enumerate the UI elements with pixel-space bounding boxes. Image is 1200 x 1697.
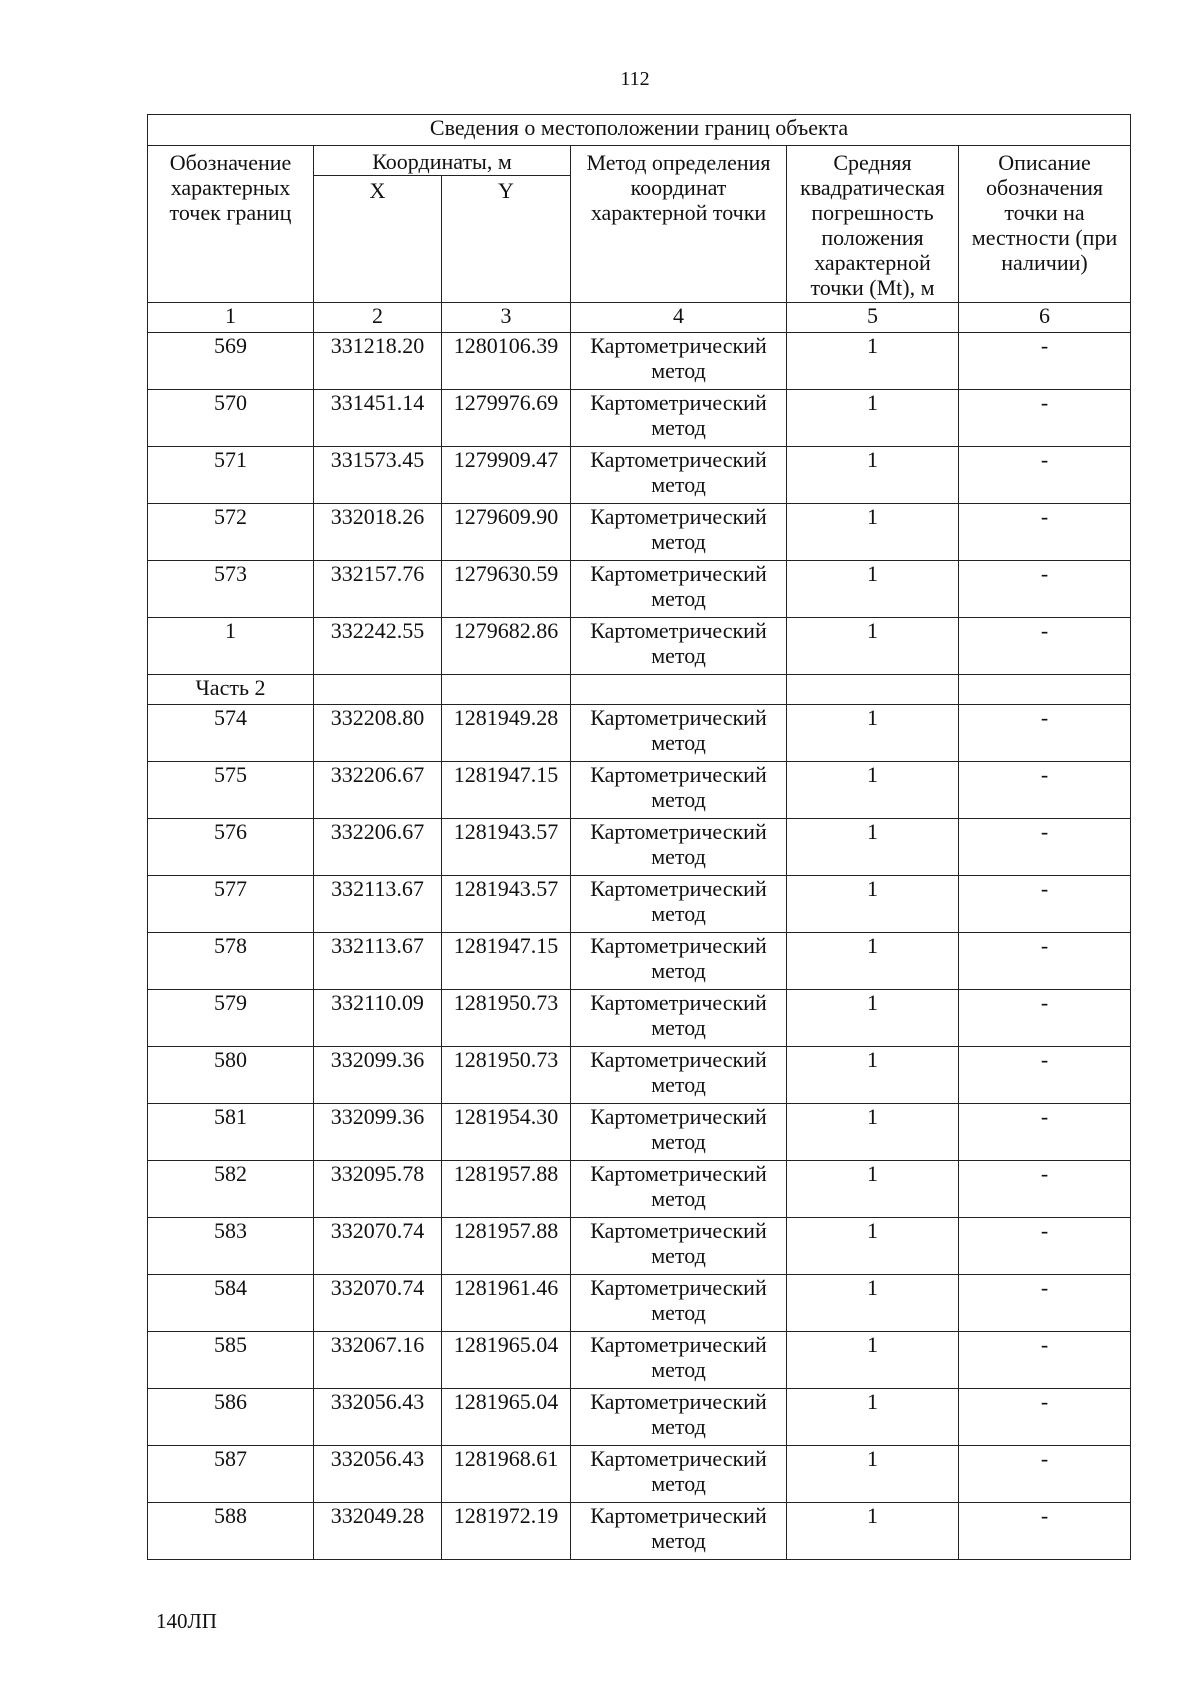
cell-description: - [959,876,1131,933]
cell-mean-error: 1 [787,990,959,1047]
cell-mean-error: 1 [787,1104,959,1161]
cell-mean-error: 1 [787,333,959,390]
cell-method: Картометрический метод [571,1389,787,1446]
cell-description: - [959,618,1131,675]
cell-coord-x: 332208.80 [314,705,442,762]
cell-coord-x: 332095.78 [314,1161,442,1218]
cell-coord-y: 1281950.73 [442,990,571,1047]
cell-description: - [959,1332,1131,1389]
cell-coord-y: 1279630.59 [442,561,571,618]
cell-method: Картометрический метод [571,390,787,447]
cell-method: Картометрический метод [571,1332,787,1389]
cell-point-id: 575 [148,762,314,819]
cell-coord-y: 1280106.39 [442,333,571,390]
column-number: 5 [787,303,959,333]
cell-description: - [959,1047,1131,1104]
cell-mean-error: 1 [787,1161,959,1218]
header-method: Метод определения координат характерной точки [571,146,787,303]
cell-point-id: 576 [148,819,314,876]
table-row [148,333,1131,390]
cell-mean-error: 1 [787,1389,959,1446]
cell-point-id: 586 [148,1389,314,1446]
cell-point-id: 587 [148,1446,314,1503]
column-numbers-row [148,303,1131,333]
cell-description: - [959,819,1131,876]
table-row [148,1275,1131,1332]
table-row [148,1104,1131,1161]
empty-cell [314,675,442,705]
cell-point-id: 577 [148,876,314,933]
column-number: 2 [314,303,442,333]
cell-coord-y: 1281972.19 [442,1503,571,1560]
cell-coord-x: 332070.74 [314,1275,442,1332]
empty-cell [787,675,959,705]
column-number: 3 [442,303,571,333]
cell-description: - [959,447,1131,504]
cell-mean-error: 1 [787,1218,959,1275]
cell-description: - [959,561,1131,618]
cell-coord-y: 1279609.90 [442,504,571,561]
cell-method: Картометрический метод [571,1503,787,1560]
table-row [148,819,1131,876]
cell-description: - [959,1446,1131,1503]
cell-method: Картометрический метод [571,1104,787,1161]
header-error: Средняя квадратическая погрешность положения характерной точки (Mt), м [787,146,959,303]
cell-method: Картометрический метод [571,876,787,933]
cell-description: - [959,762,1131,819]
column-number: 6 [959,303,1131,333]
cell-coord-x: 332056.43 [314,1446,442,1503]
cell-mean-error: 1 [787,876,959,933]
cell-coord-y: 1281947.15 [442,762,571,819]
table-row [148,1503,1131,1560]
cell-coord-x: 332018.26 [314,504,442,561]
cell-description: - [959,504,1131,561]
cell-point-id: 583 [148,1218,314,1275]
column-number: 4 [571,303,787,333]
cell-coord-x: 332206.67 [314,762,442,819]
table-row [148,762,1131,819]
cell-description: - [959,1218,1131,1275]
page-number: 112 [620,68,650,90]
cell-method: Картометрический метод [571,1161,787,1218]
cell-method: Картометрический метод [571,447,787,504]
cell-method: Картометрический метод [571,819,787,876]
cell-method: Картометрический метод [571,1047,787,1104]
cell-coord-y: 1279976.69 [442,390,571,447]
table-row [148,1161,1131,1218]
cell-coord-x: 331573.45 [314,447,442,504]
empty-cell [571,675,787,705]
cell-coord-y: 1281950.73 [442,1047,571,1104]
section-row [148,675,1131,705]
cell-point-id: 573 [148,561,314,618]
cell-description: - [959,1503,1131,1560]
cell-coord-y: 1281968.61 [442,1446,571,1503]
table-row [148,1446,1131,1503]
cell-description: - [959,390,1131,447]
cell-coord-y: 1281949.28 [442,705,571,762]
header-description: Описание обозначения точки на местности (при наличии) [959,146,1131,303]
table-title: Сведения о местоположении границ объекта [148,115,1131,146]
cell-mean-error: 1 [787,1047,959,1104]
cell-coord-x: 332242.55 [314,618,442,675]
cell-mean-error: 1 [787,504,959,561]
cell-coord-x: 332113.67 [314,933,442,990]
cell-mean-error: 1 [787,561,959,618]
cell-coord-x: 332067.16 [314,1332,442,1389]
boundary-coordinates-table [147,114,1131,1560]
cell-method: Картометрический метод [571,1446,787,1503]
cell-coord-y: 1281961.46 [442,1275,571,1332]
cell-point-id: 581 [148,1104,314,1161]
cell-description: - [959,333,1131,390]
table-row [148,1218,1131,1275]
cell-point-id: 1 [148,618,314,675]
cell-coord-y: 1281954.30 [442,1104,571,1161]
cell-mean-error: 1 [787,819,959,876]
header-point: Обозначение характерных точек границ [148,146,314,303]
header-y: Y [442,176,571,303]
column-number: 1 [148,303,314,333]
cell-method: Картометрический метод [571,933,787,990]
cell-method: Картометрический метод [571,1275,787,1332]
section-label: Часть 2 [148,675,314,705]
header-coords: Координаты, м [314,146,571,176]
table-row [148,933,1131,990]
cell-description: - [959,990,1131,1047]
cell-coord-y: 1281965.04 [442,1389,571,1446]
cell-method: Картометрический метод [571,504,787,561]
cell-mean-error: 1 [787,933,959,990]
cell-coord-y: 1281943.57 [442,819,571,876]
table-row [148,1332,1131,1389]
cell-point-id: 580 [148,1047,314,1104]
table-row [148,876,1131,933]
cell-mean-error: 1 [787,618,959,675]
cell-coord-y: 1281943.57 [442,876,571,933]
cell-method: Картометрический метод [571,762,787,819]
cell-point-id: 574 [148,705,314,762]
cell-coord-x: 332099.36 [314,1104,442,1161]
cell-method: Картометрический метод [571,618,787,675]
table-row [148,618,1131,675]
cell-mean-error: 1 [787,1503,959,1560]
cell-point-id: 582 [148,1161,314,1218]
cell-method: Картометрический метод [571,1218,787,1275]
cell-coord-y: 1281947.15 [442,933,571,990]
cell-coord-y: 1279909.47 [442,447,571,504]
cell-coord-x: 332110.09 [314,990,442,1047]
cell-coord-y: 1281957.88 [442,1161,571,1218]
document-code: 140ЛП [156,1609,217,1633]
table-row [148,1389,1131,1446]
cell-coord-y: 1279682.86 [442,618,571,675]
cell-point-id: 585 [148,1332,314,1389]
table-row [148,561,1131,618]
cell-coord-x: 332113.67 [314,876,442,933]
cell-point-id: 571 [148,447,314,504]
cell-description: - [959,705,1131,762]
empty-cell [442,675,571,705]
table-row [148,504,1131,561]
cell-coord-x: 332099.36 [314,1047,442,1104]
cell-description: - [959,1389,1131,1446]
cell-point-id: 584 [148,1275,314,1332]
cell-point-id: 588 [148,1503,314,1560]
cell-coord-y: 1281965.04 [442,1332,571,1389]
cell-coord-x: 332049.28 [314,1503,442,1560]
header-x: X [314,176,442,303]
cell-coord-y: 1281957.88 [442,1218,571,1275]
table-row [148,390,1131,447]
cell-method: Картометрический метод [571,333,787,390]
cell-method: Картометрический метод [571,990,787,1047]
cell-point-id: 570 [148,390,314,447]
cell-coord-x: 332206.67 [314,819,442,876]
cell-mean-error: 1 [787,390,959,447]
cell-description: - [959,933,1131,990]
cell-mean-error: 1 [787,705,959,762]
cell-coord-x: 331451.14 [314,390,442,447]
empty-cell [959,675,1131,705]
cell-mean-error: 1 [787,1332,959,1389]
cell-point-id: 569 [148,333,314,390]
cell-description: - [959,1161,1131,1218]
cell-point-id: 578 [148,933,314,990]
cell-method: Картометрический метод [571,561,787,618]
table-row [148,705,1131,762]
table-row [148,990,1131,1047]
cell-mean-error: 1 [787,447,959,504]
table-row [148,447,1131,504]
cell-mean-error: 1 [787,1275,959,1332]
table-row [148,1047,1131,1104]
cell-coord-x: 332070.74 [314,1218,442,1275]
cell-description: - [959,1275,1131,1332]
cell-point-id: 572 [148,504,314,561]
cell-coord-x: 332056.43 [314,1389,442,1446]
cell-point-id: 579 [148,990,314,1047]
cell-mean-error: 1 [787,762,959,819]
cell-method: Картометрический метод [571,705,787,762]
cell-coord-x: 332157.76 [314,561,442,618]
cell-coord-x: 331218.20 [314,333,442,390]
cell-mean-error: 1 [787,1446,959,1503]
cell-description: - [959,1104,1131,1161]
